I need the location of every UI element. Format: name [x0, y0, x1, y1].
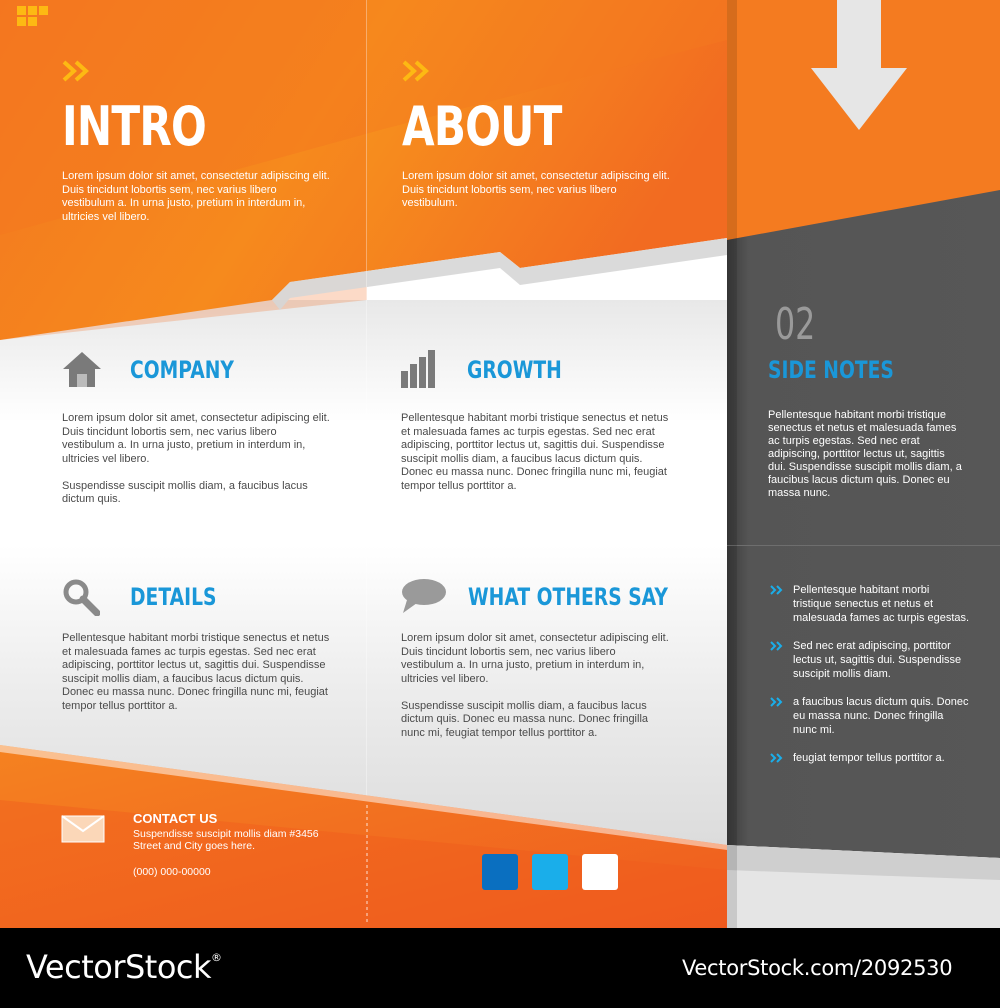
double-chevron-icon	[62, 60, 92, 82]
others-text	[401, 632, 671, 754]
bar-chart-icon	[400, 349, 438, 389]
growth-text	[401, 412, 671, 507]
contact-title: CONTACT US	[133, 811, 218, 826]
down-arrow-icon	[810, 0, 908, 132]
double-chevron-icon	[770, 697, 784, 707]
growth-paragraph-1: Pellentesque habitant morbi tristique senectus et netus et malesuada fames ac turpis egestas. Sed nec erat adipiscing, porttitor lectus ut, sagittis dui. Suspendisse suscipit mollis diam, a faucibus lacus dictum quis. Donec eu massa nunc. Donec fringilla nunc mi, feugiat tempor tellus porttitor a.	[401, 412, 669, 492]
double-chevron-icon	[402, 60, 432, 82]
speech-bubble-icon	[401, 578, 447, 614]
double-chevron-icon	[770, 753, 784, 763]
contact-address-line-1: Suspendisse suscipit mollis diam #3456	[133, 828, 319, 840]
magnifier-icon	[62, 578, 100, 616]
brand-url: VectorStock.com/2092530	[682, 956, 953, 980]
side-text: Pellentesque habitant morbi tristique senectus et netus et malesuada fames ac turpis egestas. Sed nec erat adipiscing, porttitor lectus ut, sagittis dui. Suspendisse suscipit mollis diam, a faucibus lacus dictum quis. Donec eu massa nunc.	[768, 409, 962, 499]
bullet-text: a faucibus lacus dictum quis. Donec eu massa nunc. Donec fringilla nunc mi.	[793, 696, 969, 736]
company-paragraph-1: Lorem ipsum dolor sit amet, consectetur adipiscing elit. Duis tincidunt lobortis sem, nec varius libero vestibulum a. In urna justo, pretium in interdum in, ultricies vel libero.	[62, 412, 330, 465]
bullet-text: feugiat tempor tellus porttitor a.	[793, 752, 945, 764]
details-text	[62, 632, 332, 727]
house-icon	[62, 350, 102, 388]
grid-icon	[17, 6, 49, 28]
company-paragraph-2: Suspendisse suscipit mollis diam, a faucibus lacus dictum quis.	[62, 479, 308, 505]
intro-title: INTRO	[62, 95, 206, 158]
swatch-dark-blue	[482, 854, 518, 890]
side-title: SIDE NOTES	[768, 356, 894, 384]
bullet-text: Pellentesque habitant morbi tristique senectus et netus et malesuada fames ac turpis egestas.	[793, 584, 970, 624]
envelope-icon	[61, 815, 105, 843]
double-chevron-icon	[770, 641, 784, 651]
list-item	[770, 751, 970, 765]
about-text: Lorem ipsum dolor sit amet, consectetur adipiscing elit. Duis tincidunt lobortis sem, nec varius libero vestibulum.	[402, 170, 670, 209]
contact-phone: (000) 000-00000	[133, 866, 211, 878]
company-text	[62, 412, 332, 520]
swatch-light-blue	[532, 854, 568, 890]
details-title: DETAILS	[130, 583, 217, 611]
others-title: WHAT OTHERS SAY	[468, 583, 668, 611]
details-paragraph-1: Pellentesque habitant morbi tristique senectus et netus et malesuada fames ac turpis egestas. Sed nec erat adipiscing, porttitor lectus ut, sagittis dui. Suspendisse suscipit mollis diam, a faucibus lacus dictum quis. Donec eu massa nunc. Donec fringilla nunc mi, feugiat tempor tellus porttitor a.	[62, 632, 330, 712]
list-item	[770, 695, 970, 737]
double-chevron-icon	[770, 585, 784, 595]
brand-logo-text	[26, 948, 222, 986]
others-paragraph-2: Suspendisse suscipit mollis diam, a faucibus lacus dictum quis. Donec eu massa nunc. Donec fringilla nunc mi, feugiat tempor tellus porttitor a.	[401, 699, 649, 739]
about-title: ABOUT	[402, 95, 562, 158]
brand-reg-mark: ®	[211, 951, 222, 964]
growth-title: GROWTH	[467, 356, 562, 384]
intro-text: Lorem ipsum dolor sit amet, consectetur adipiscing elit. Duis tincidunt lobortis sem, nec varius libero vestibulum a. In urna justo, pretium in interdum in, ultricies vel libero.	[62, 170, 330, 223]
bullet-text: Sed nec erat adipiscing, porttitor lectus ut, sagittis dui. Suspendisse suscipit mollis diam.	[793, 640, 962, 680]
others-paragraph-1: Lorem ipsum dolor sit amet, consectetur adipiscing elit. Duis tincidunt lobortis sem, nec varius libero vestibulum a. In urna justo, pretium in interdum in, ultricies vel libero.	[401, 632, 669, 685]
contact-address-line-2: Street and City goes here.	[133, 840, 255, 852]
side-bullet-list	[770, 583, 970, 779]
list-item	[770, 583, 970, 625]
swatch-white	[582, 854, 618, 890]
brand-name: VectorStock	[26, 948, 212, 986]
company-title: COMPANY	[130, 356, 234, 384]
list-item	[770, 639, 970, 681]
side-number: 02	[775, 299, 816, 350]
